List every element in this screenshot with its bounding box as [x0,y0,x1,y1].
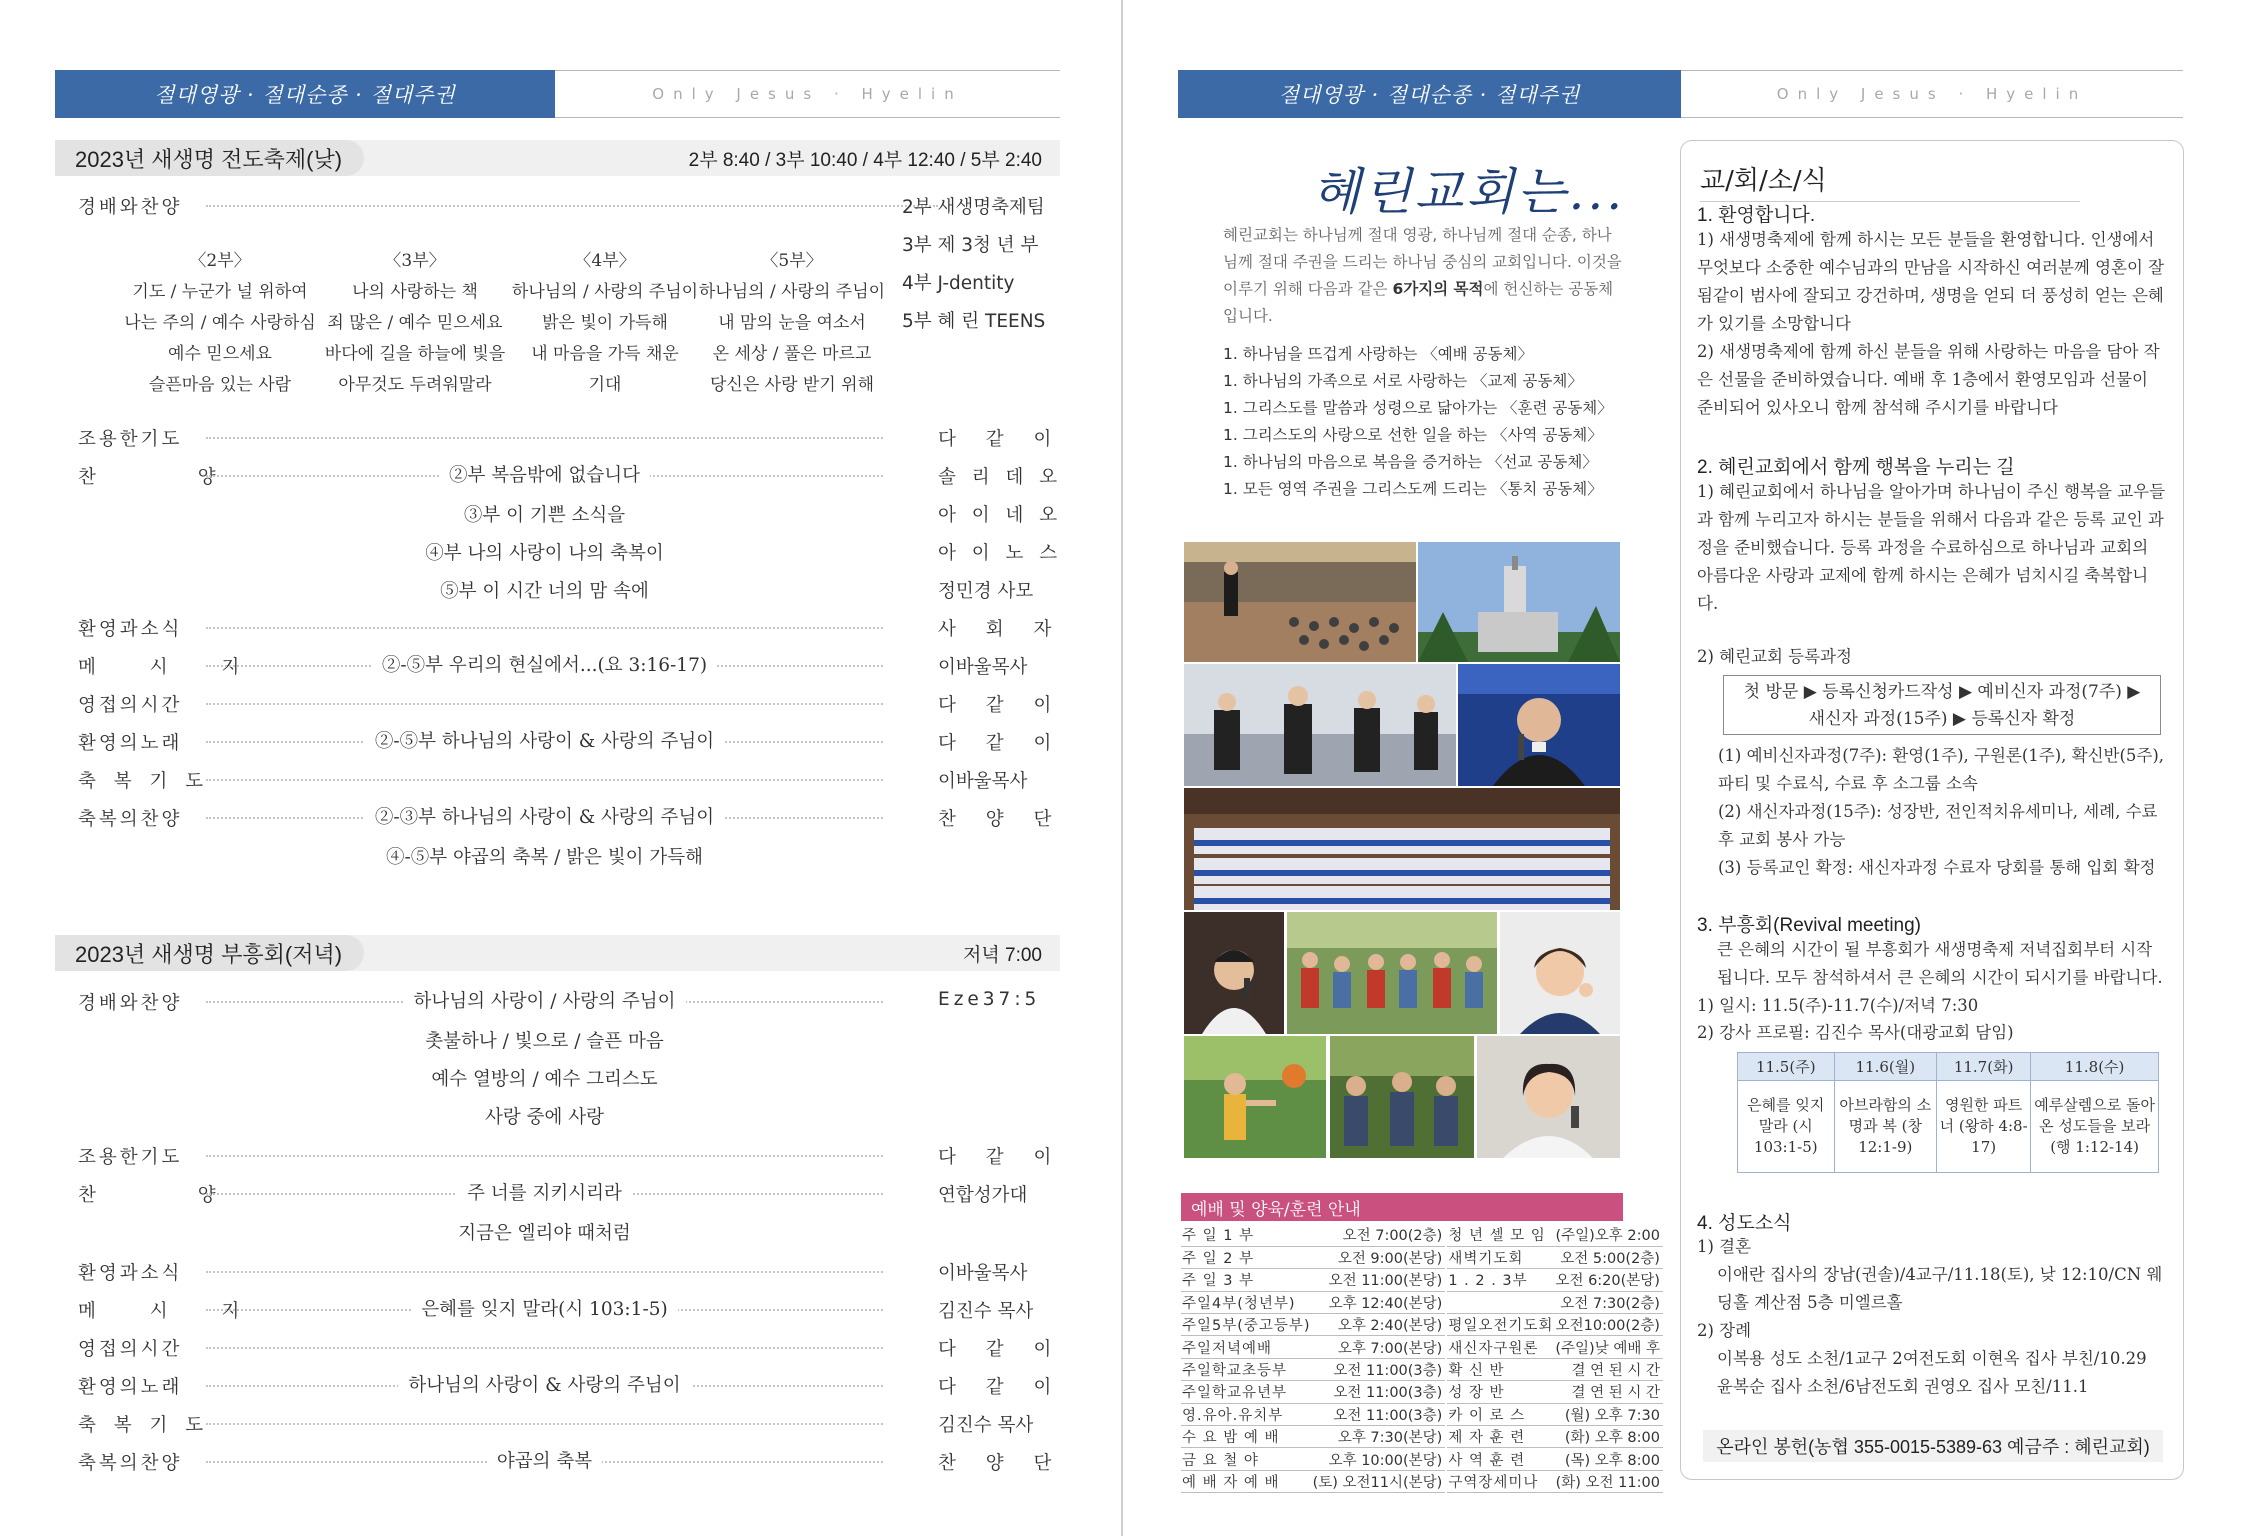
purpose-item: 1. 모든 영역 주권을 그리스도께 드리는 〈통치 공동체〉 [1223,480,1603,498]
schedule-name: 주 일 2 부 [1181,1246,1312,1268]
schedule-name: 주일4부(청년부) [1181,1291,1312,1313]
order-label: 영접의시간 [78,1339,183,1360]
schedule-time: (토) 오전11시(본당) [1312,1470,1446,1492]
revival-sermon-cell: 영원한 파트너 (왕하 4:8-17) [1937,1081,2031,1173]
order-label: 환영의노래 [78,1377,183,1398]
order-content-continuation: ③부 이 기쁜 소식을 [463,505,626,526]
order-leader: 다 같 이 [938,733,1064,754]
order-label: 조용한기도 [78,1147,183,1168]
right-header [1178,70,2183,118]
news-paragraph: 2) 혜린교회 등록과정 [1697,647,1852,666]
order-content-continuation: 사랑 중에 사랑 [485,1107,604,1128]
schedule-time: 오전 11:00(3층) [1312,1358,1446,1380]
registration-flow-line: 첫 방문 ▶ 등록신청카드작성 ▶ 예비신자 과정(7주) ▶ [1743,682,2141,702]
song-line: 당신은 사랑 받기 위해 [709,375,874,395]
schedule-name [1447,1291,1554,1313]
schedule-name: 확 신 반 [1447,1358,1554,1380]
schedule-name: 주 일 1 부 [1181,1224,1312,1246]
schedule-time: 오전10:00(2층) [1554,1314,1663,1336]
revival-day-header: 11.8(수) [2031,1053,2159,1081]
song-line: 밝은 빛이 가득해 [542,313,668,333]
news-section-revival: 3. 부흥회(Revival meeting) [1697,915,1922,936]
schedule-row [1181,1403,1663,1425]
order-content-continuation: 촛불하나 / 빛으로 / 슬픈 마음 [425,1031,664,1052]
revival-section-header [55,935,1060,971]
schedule-time: 오후 2:40(본당) [1312,1314,1446,1336]
festival-order-row [78,763,1038,795]
revival-day-header: 11.6(월) [1834,1053,1937,1081]
festival-order-row [78,535,1063,567]
news-list-item: (1) 예비신자과정(7주): 환영(1주), 구원론(1주), 확신반(5주), 파티 및 수료식, 수료 후 소그룹 소속 [1718,746,2165,793]
schedule-name: 평일오전기도회 [1447,1314,1554,1336]
schedule-time: 오후 7:30(본당) [1312,1426,1446,1448]
schedule-name: 주일5부(중고등부) [1181,1314,1312,1336]
registration-flow-line: 새신자 과정(15주) ▶ 등록신자 확정 [1808,709,2076,729]
song-line: 바다에 길을 하늘에 빛을 [324,344,506,364]
festival-order-row [78,687,1064,719]
order-leader: 이바울목사 [938,657,1028,678]
order-label: 축복의찬양 [78,1453,183,1474]
dot-leader [206,1155,883,1157]
news-paragraph: 1) 새생명축제에 함께 하시는 모든 분들을 환영합니다. 인생에서 무엇보다 소중한 예수님과의 만남을 시작하신 여러분께 영혼이 잘됨같이 범사에 잘되고 강건하며, 생명을 얻되 더 풍성히 얻는 은혜가 있기를 소망합니다 [1697,230,2165,333]
festival-order-row [78,649,1038,681]
order-leader: Eze37:5 [938,989,1041,1010]
order-leader: 아 이 노 스 [938,543,1063,564]
weekly-schedule-table [1181,1224,1663,1493]
order-label: 영접의시간 [78,695,183,716]
song-column-head: 〈4부〉 [574,251,636,271]
festival-section-header [55,140,1060,176]
news-paragraph: 윤복순 집사 소천/6남전도회 권영오 집사 모친/11.1 [1717,1377,2089,1396]
revival-day-header: 11.5(주) [1738,1053,1835,1081]
dot-leader [206,1271,883,1273]
schedule-name: 주일학교유년부 [1181,1381,1312,1403]
song-column-head: 〈3부〉 [384,251,446,271]
praise-team-2: 2부 새생명축제팀 [902,197,1045,218]
song-column-4 [505,246,705,401]
schedule-row [1181,1269,1663,1291]
purpose-item: 1. 하나님의 가족으로 서로 사랑하는 〈교제 공동체〉 [1223,372,1583,390]
order-label: 축 복 기 도 [78,1415,210,1436]
news-paragraph: 큰 은혜의 시간이 될 부흥회가 새생명축제 저녁집회부터 시작됩니다. 모두 참석하셔서 큰 은혜의 시간이 되시기를 바랍니다. [1717,940,2163,987]
news-paragraph: 2) 새생명축제에 함께 하신 분들을 위해 사랑하는 마음을 담아 작은 선물을 준비하였습니다. 예배 후 1층에서 환영모임과 선물이 준비되어 있사오니 함께 참석해 주시기를 바랍니다 [1697,342,2160,417]
header-tagline: Only Jesus · Hyelin [555,70,1060,118]
news-list-item: (3) 등록교인 확정: 새신자과정 수료자 당회를 통해 입회 확정 [1718,858,2156,877]
order-leader: 다 같 이 [938,695,1064,716]
purpose-item: 1. 그리스도를 말씀과 성령으로 닮아가는 〈훈련 공동체〉 [1223,399,1613,417]
news-list-item: (2) 새신자과정(15주): 성장반, 전인적치유세미나, 세례, 수료 후 교회 봉사 가능 [1718,802,2158,849]
song-column-2 [120,246,320,401]
schedule-row [1181,1246,1663,1268]
order-label: 메 시 지 [78,1301,264,1322]
revival-sermon-cell: 예루살렘으로 돌아온 성도들을 보라 (행 1:12-14) [2031,1081,2159,1173]
choir-photo [1184,788,1620,910]
header-motto: 절대영광 · 절대순종 · 절대주권 [55,70,555,118]
order-leader: 사 회 자 [938,619,1064,640]
festival-order-row [78,573,1038,605]
praise-team-photo [1184,664,1456,786]
festival-times: 2부 8:40 / 3부 10:40 / 4부 12:40 / 5부 2:40 [688,149,1042,171]
schedule-name: 1 . 2 . 3부 [1447,1269,1554,1291]
schedule-time: (주일)오후 2:00 [1554,1224,1663,1246]
order-leader: 다 같 이 [938,1377,1064,1398]
schedule-time: (월) 오후 7:30 [1554,1403,1663,1425]
revival-schedule-table [1737,1052,2159,1173]
purpose-item: 1. 그리스도의 사랑으로 선한 일을 하는 〈사역 공동체〉 [1223,426,1603,444]
schedule-time: 오전 11:00(본당) [1312,1269,1446,1291]
order-label: 조용한기도 [78,429,183,450]
schedule-name: 새신자구원론 [1447,1336,1554,1358]
order-label: 찬 양 [78,467,264,488]
news-paragraph: 2) 강사 프로필: 김진수 목사(대광교회 담임) [1697,1023,2014,1042]
news-section-registration: 2. 혜린교회에서 함께 행복을 누리는 길 [1697,457,2015,478]
schedule-name: 영.유아.유치부 [1181,1403,1312,1425]
schedule-time: (주일)낮 예배 후 [1554,1336,1663,1358]
worship-service-photo [1184,542,1416,662]
order-leader: 찬 양 단 [938,809,1064,830]
song-line: 내 마음을 가득 채운 [531,344,679,364]
revival-sermon-cell: 은혜를 잊지말라 (시 103:1-5) [1738,1081,1835,1173]
schedule-name: 구역장세미나 [1447,1470,1554,1492]
news-paragraph: 1) 혜린교회에서 하나님을 알아가며 하나님이 주신 행복을 교우들과 함께 누리고자 하시는 분들을 위해서 다음과 같은 등록 교인 과정을 준비했습니다. 등록 과정을 수료하심으로 하나님과 교회의 아름다운 사랑과 교제에 함께 하시는 은혜가 넘치시길 축복합니다. [1697,482,2166,613]
revival-sermon-cell: 아브라함의 소명과 복 (창 12:1-9) [1834,1081,1937,1173]
order-label: 환영의노래 [78,733,183,754]
schedule-time: 오전 7:00(2층) [1312,1224,1446,1246]
schedule-row [1181,1336,1663,1358]
news-section-members: 4. 성도소식 [1697,1213,1792,1234]
intro-title: 혜린교회는... [1312,163,1626,221]
song-line: 예수 믿으세요 [168,344,272,364]
festival-order-row [78,497,1063,529]
order-label: 축 복 기 도 [78,771,210,792]
order-content: ②부 복음밖에 없습니다 [439,465,650,486]
song-line: 기도 / 누군가 널 위하여 [132,282,308,302]
header-tagline: Only Jesus · Hyelin [1681,70,2183,118]
festival-order-row [78,801,1064,833]
order-leader: 이바울목사 [938,1263,1028,1284]
left-header [55,70,1060,118]
praise-team-3: 3부 제 3청 년 부 [902,235,1039,256]
revival-order-row [78,1255,1038,1287]
order-content: ②-⑤부 하나님의 사랑이 & 사랑의 주님이 [365,731,724,752]
weekly-schedule-title: 예배 및 양육/훈련 안내 [1181,1193,1623,1221]
news-paragraph: 1) 결혼 [1697,1237,1752,1256]
revival-order-row [78,1331,1064,1363]
order-leader: 솔 리 데 오 [938,467,1063,488]
order-leader: 김진수 목사 [938,1301,1034,1322]
kids-play-photo [1184,1036,1326,1158]
schedule-time: 오전 7:30(2층) [1554,1291,1663,1313]
order-leader: 다 같 이 [938,1339,1064,1360]
order-leader: 김진수 목사 [938,1415,1034,1436]
festival-order-row [78,421,1064,453]
intro-text-part: 혜린교회는 하나님께 절대 영광, 하나님께 절대 순종, 하나님께 절대 주권을 드리는 하나님 중심의 교회입니다. 이것을 이루기 위해 다음과 같은 [1223,226,1622,298]
revival-order-row [78,1369,1064,1401]
online-offering-bar: 온라인 봉헌(농협 355-0015-5389-63 예금주 : 혜린교회) [1703,1430,2163,1462]
festival-order-row [78,611,1064,643]
order-content: 주 너를 지키시리라 [457,1183,632,1204]
schedule-time: (화) 오전 11:00 [1554,1470,1663,1492]
schedule-row [1181,1470,1663,1492]
schedule-name: 제 자 훈 련 [1447,1426,1554,1448]
revival-order-row [78,1177,1038,1209]
schedule-name: 수 요 밤 예 배 [1181,1426,1312,1448]
group-outing-photo [1287,912,1497,1034]
schedule-name: 새벽기도회 [1447,1246,1554,1268]
order-content: 은혜를 잊지 말라(시 103:1-5) [411,1299,677,1320]
news-paragraph: 1) 일시: 11.5(주)-11.7(수)/저녁 7:30 [1697,996,1979,1015]
song-column-5 [692,246,892,401]
festival-title: 2023년 새생명 전도축제(낮) [55,140,364,176]
schedule-time: 오전 9:00(본당) [1312,1246,1446,1268]
revival-order-row [78,985,1041,1017]
news-paragraph: 이복용 성도 소천/1교구 2여전도회 이현옥 집사 부친/10.29 [1717,1349,2147,1368]
song-line: 아무것도 두려워말라 [338,375,492,395]
song-line: 내 맘의 눈을 여소서 [718,313,866,333]
dot-leader [206,437,883,439]
order-label: 축복의찬양 [78,809,183,830]
schedule-name: 사 역 훈 련 [1447,1448,1554,1470]
song-line: 하나님의 / 사랑의 주님이 [698,282,886,302]
order-leader: 이바울목사 [938,771,1028,792]
song-line: 나의 사랑하는 책 [352,282,478,302]
schedule-row [1181,1291,1663,1313]
revival-title: 2023년 새생명 부흥회(저녁) [55,935,364,971]
schedule-row [1181,1314,1663,1336]
song-line: 하나님의 / 사랑의 주님이 [511,282,699,302]
order-label: 경배와찬양 [78,993,183,1014]
revival-order-row [78,1293,1038,1325]
order-label: 환영과소식 [78,619,183,640]
revival-order-row [78,1407,1038,1439]
schedule-time: 오전 5:00(2층) [1554,1246,1663,1268]
schedule-time: 오전 11:00(3층) [1312,1403,1446,1425]
song-column-3 [315,246,515,401]
schedule-row [1181,1224,1663,1246]
schedule-row [1181,1426,1663,1448]
news-section-welcome: 1. 환영합니다. [1697,205,1816,226]
church-news-title: 교/회/소/식 [1700,160,2080,202]
song-line: 죄 많은 / 예수 믿으세요 [327,313,503,333]
intro-text [1223,222,1623,330]
schedule-name: 주일저녁예배 [1181,1336,1312,1358]
dot-leader [206,205,938,207]
news-paragraph: 이애란 집사의 장남(권솔)/4교구/11.18(토), 낮 12:10/CN 웨딩홀 계산점 5층 미엘르홀 [1717,1265,2163,1312]
festival-order-row [78,459,1063,491]
schedule-time: 오후 12:40(본당) [1312,1291,1446,1313]
dot-leader [206,627,883,629]
order-content: ②-⑤부 우리의 현실에서...(요 3:16-17) [372,655,717,676]
order-content: 하나님의 사랑이 & 사랑의 주님이 [398,1375,690,1396]
schedule-name: 주일학교초등부 [1181,1358,1312,1380]
schedule-row [1181,1381,1663,1403]
pastor-photo [1458,664,1620,786]
song-line: 나는 주의 / 예수 사랑하심 [124,313,316,333]
intro-text-part: 에 헌신하는 공동체입니다. [1223,280,1614,325]
order-content-continuation: ④-⑤부 야곱의 축복 / 밝은 빛이 가득해 [385,847,704,868]
youth-portrait-photo [1477,1036,1620,1158]
order-content-continuation: 지금은 엘리야 때처럼 [458,1223,631,1244]
schedule-time: 오후 7:00(본당) [1312,1336,1446,1358]
order-leader: 다 같 이 [938,429,1064,450]
revival-order-row [78,1445,1064,1477]
festival-praise-row [78,189,1038,221]
dot-leader [206,779,883,781]
church-building-photo [1418,542,1620,662]
schedule-time: (화) 오후 8:00 [1554,1426,1663,1448]
revival-time: 저녁 7:00 [963,944,1042,966]
purpose-item: 1. 하나님을 뜨겁게 사랑하는 〈예배 공동체〉 [1223,345,1533,363]
praise-team-5: 5부 혜 린 TEENS [902,311,1046,332]
girl-portrait-photo [1500,912,1620,1034]
song-line: 온 세상 / 풀은 마르고 [712,344,872,364]
schedule-time: 결 연 된 시 간 [1554,1381,1663,1403]
schedule-row [1181,1448,1663,1470]
song-column-head: 〈5부〉 [761,251,823,271]
order-leader: 연합성가대 [938,1185,1028,1206]
schedule-row [1181,1358,1663,1380]
order-label: 환영과소식 [78,1263,183,1284]
order-label: 메 시 지 [78,657,264,678]
registration-flow-box [1723,675,2161,735]
order-content-continuation: 예수 열방의 / 예수 그리스도 [431,1069,658,1090]
revival-day-header: 11.7(화) [1937,1053,2031,1081]
men-group-photo [1330,1036,1474,1158]
dot-leader [206,1347,883,1349]
child-singer-photo [1184,912,1284,1034]
schedule-name: 예 배 자 예 배 [1181,1470,1312,1492]
schedule-name: 주 일 3 부 [1181,1269,1312,1291]
schedule-time: 오후 10:00(본당) [1312,1448,1446,1470]
schedule-time: 오전 6:20(본당) [1554,1269,1663,1291]
order-leader: 다 같 이 [938,1147,1064,1168]
schedule-name: 금 요 철 야 [1181,1448,1312,1470]
song-line: 기대 [588,375,622,395]
intro-text-bold: 6가지의 목적 [1392,280,1484,298]
revival-order-row [78,1139,1064,1171]
festival-order-row [78,725,1064,757]
song-column-head: 〈2부〉 [189,251,251,271]
news-paragraph: 2) 장례 [1697,1321,1752,1340]
purpose-item: 1. 하나님의 마음으로 복음을 증거하는 〈선교 공동체〉 [1223,453,1598,471]
order-content: 하나님의 사랑이 / 사랑의 주님이 [403,991,685,1012]
order-content: ②-③부 하나님의 사랑이 & 사랑의 주님이 [365,807,724,828]
order-leader: 아 이 네 오 [938,505,1063,526]
order-label: 찬 양 [78,1185,264,1206]
order-content: 야곱의 축복 [487,1451,602,1472]
schedule-time: (목) 오후 8:00 [1554,1448,1663,1470]
schedule-time: 결 연 된 시 간 [1554,1358,1663,1380]
schedule-name: 성 장 반 [1447,1381,1554,1403]
order-leader: 정민경 사모 [938,581,1034,602]
praise-label: 경배와찬양 [78,197,183,218]
dot-leader [206,703,883,705]
header-motto: 절대영광 · 절대순종 · 절대주권 [1178,70,1681,118]
schedule-time: 오전 11:00(3층) [1312,1381,1446,1403]
order-leader: 찬 양 단 [938,1453,1064,1474]
order-content-continuation: ⑤부 이 시간 너의 맘 속에 [440,581,649,602]
schedule-name: 카 이 로 스 [1447,1403,1554,1425]
dot-leader [206,1423,883,1425]
order-content-continuation: ④부 나의 사랑이 나의 축복이 [425,543,664,564]
schedule-name: 청 년 셀 모 임 [1447,1224,1554,1246]
praise-team-4: 4부 J-dentity [902,273,1015,294]
song-line: 슬픈마음 있는 사람 [148,375,292,395]
